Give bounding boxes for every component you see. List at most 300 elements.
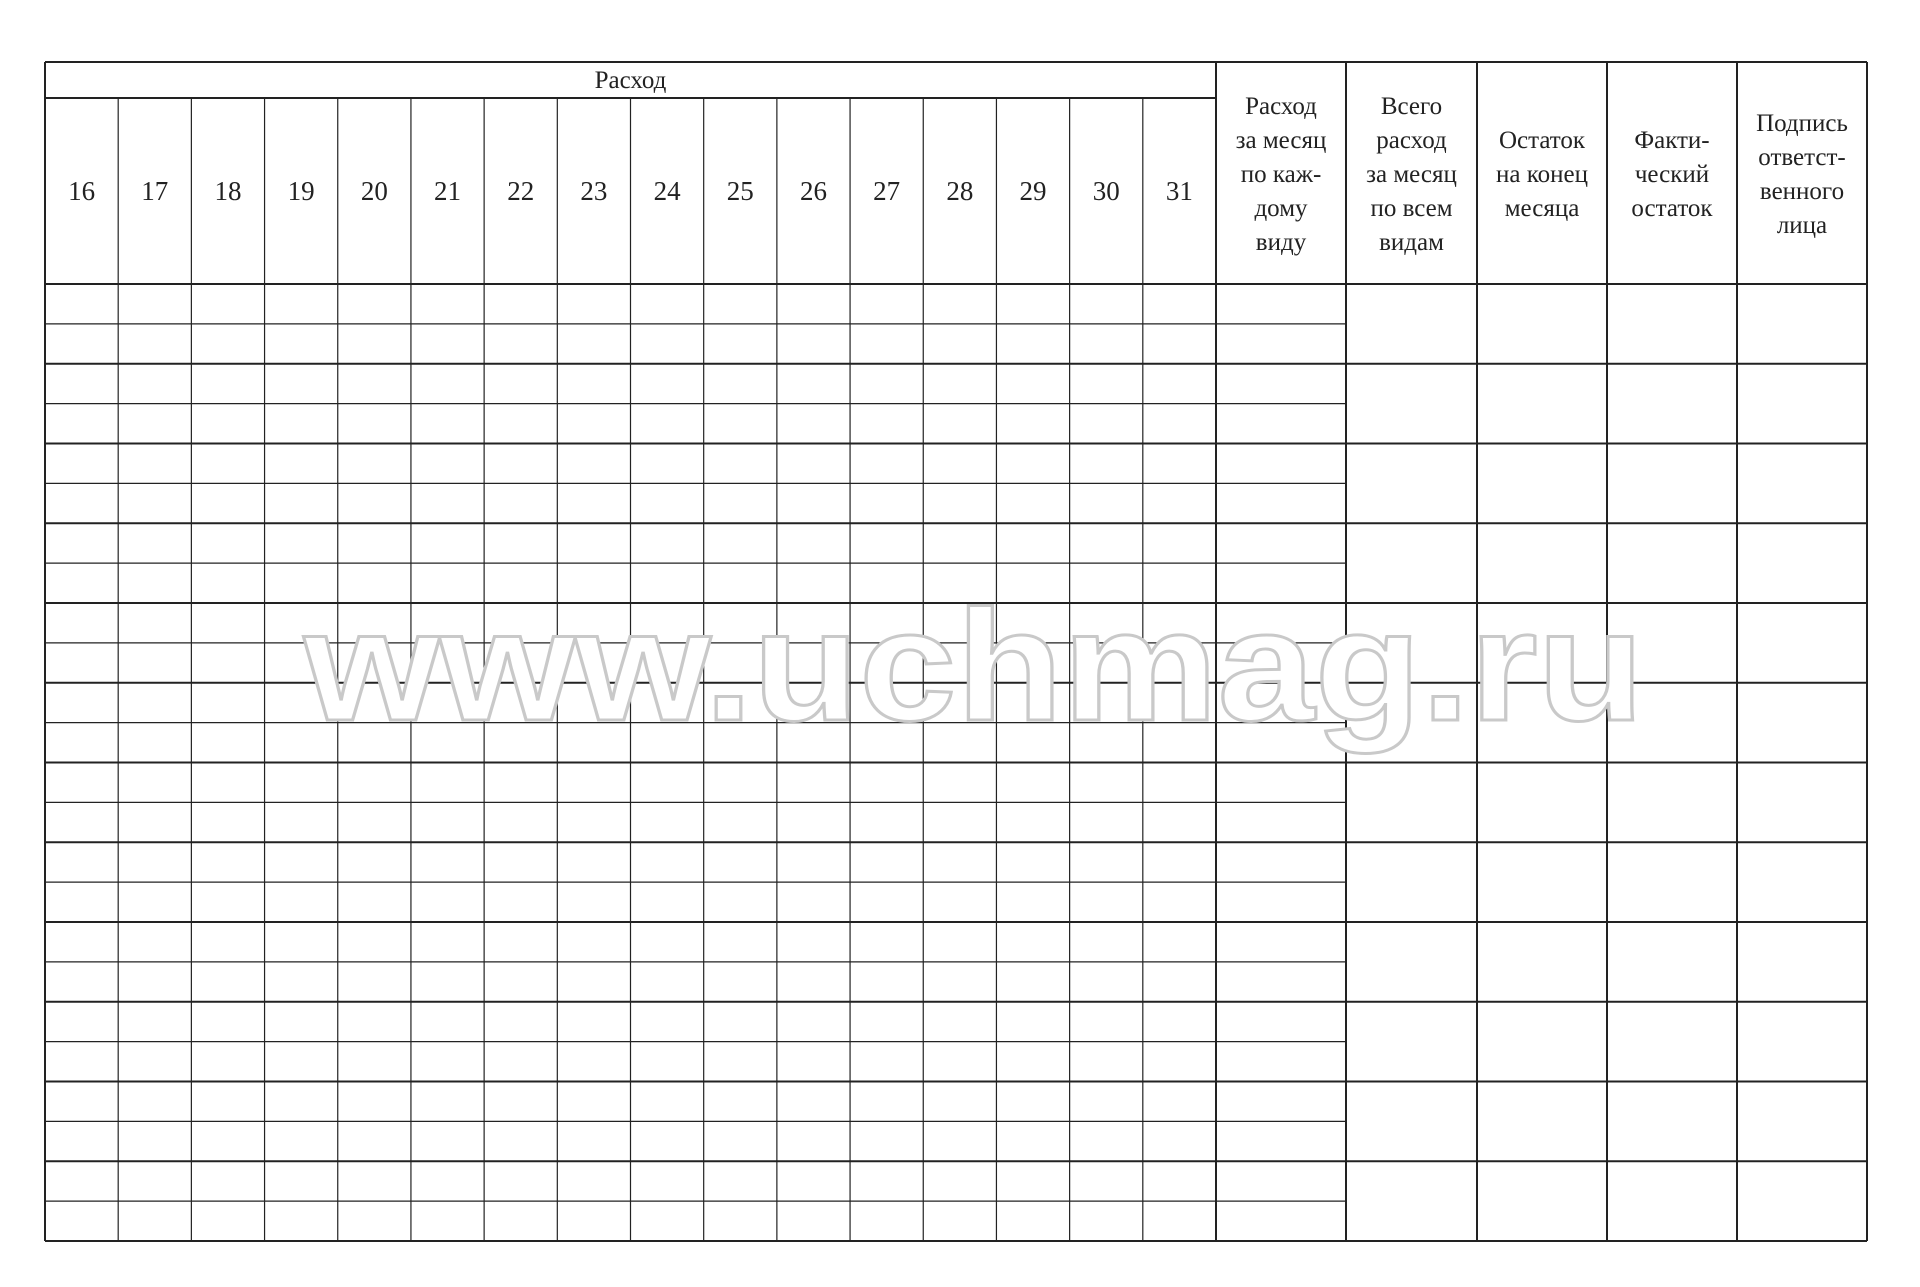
day-entry-cell[interactable]	[777, 842, 850, 882]
day-entry-cell[interactable]	[631, 1121, 704, 1161]
summary-entry-cell-signature[interactable]	[1737, 763, 1867, 843]
day-entry-cell[interactable]	[1070, 1042, 1143, 1082]
day-entry-cell[interactable]	[704, 842, 777, 882]
day-entry-cell[interactable]	[704, 483, 777, 523]
day-entry-cell[interactable]	[923, 1042, 996, 1082]
day-entry-cell[interactable]	[704, 444, 777, 484]
month-per-type-cell[interactable]	[1216, 483, 1346, 523]
day-entry-cell[interactable]	[265, 284, 338, 324]
day-entry-cell[interactable]	[777, 364, 850, 404]
month-per-type-cell[interactable]	[1216, 284, 1346, 324]
day-entry-cell[interactable]	[557, 882, 630, 922]
summary-entry-cell-signature[interactable]	[1737, 603, 1867, 683]
day-entry-cell[interactable]	[45, 683, 118, 723]
day-entry-cell[interactable]	[484, 1161, 557, 1201]
day-entry-cell[interactable]	[411, 1201, 484, 1241]
day-entry-cell[interactable]	[631, 1201, 704, 1241]
day-entry-cell[interactable]	[118, 1082, 191, 1122]
day-entry-cell[interactable]	[704, 523, 777, 563]
day-entry-cell[interactable]	[411, 882, 484, 922]
day-entry-cell[interactable]	[631, 523, 704, 563]
day-entry-cell[interactable]	[118, 802, 191, 842]
day-entry-cell[interactable]	[1143, 802, 1216, 842]
day-entry-cell[interactable]	[777, 1002, 850, 1042]
day-entry-cell[interactable]	[118, 723, 191, 763]
day-entry-cell[interactable]	[411, 1121, 484, 1161]
day-entry-cell[interactable]	[411, 1042, 484, 1082]
day-entry-cell[interactable]	[45, 1121, 118, 1161]
day-entry-cell[interactable]	[118, 284, 191, 324]
day-entry-cell[interactable]	[411, 802, 484, 842]
summary-entry-cell-month_all_types[interactable]	[1346, 1002, 1477, 1082]
day-entry-cell[interactable]	[265, 922, 338, 962]
month-per-type-cell[interactable]	[1216, 763, 1346, 803]
day-entry-cell[interactable]	[45, 802, 118, 842]
summary-entry-cell-signature[interactable]	[1737, 364, 1867, 444]
day-entry-cell[interactable]	[996, 284, 1069, 324]
day-entry-cell[interactable]	[996, 842, 1069, 882]
day-entry-cell[interactable]	[265, 1042, 338, 1082]
day-entry-cell[interactable]	[923, 962, 996, 1002]
month-per-type-cell[interactable]	[1216, 842, 1346, 882]
day-entry-cell[interactable]	[118, 404, 191, 444]
day-entry-cell[interactable]	[923, 842, 996, 882]
day-entry-cell[interactable]	[191, 324, 264, 364]
day-entry-cell[interactable]	[118, 1042, 191, 1082]
day-entry-cell[interactable]	[777, 882, 850, 922]
day-entry-cell[interactable]	[338, 1161, 411, 1201]
day-entry-cell[interactable]	[996, 1042, 1069, 1082]
day-entry-cell[interactable]	[557, 1002, 630, 1042]
day-entry-cell[interactable]	[45, 962, 118, 1002]
day-entry-cell[interactable]	[777, 1201, 850, 1241]
month-per-type-cell[interactable]	[1216, 1042, 1346, 1082]
day-entry-cell[interactable]	[631, 922, 704, 962]
day-entry-cell[interactable]	[777, 802, 850, 842]
day-entry-cell[interactable]	[1070, 404, 1143, 444]
day-entry-cell[interactable]	[704, 1002, 777, 1042]
day-entry-cell[interactable]	[45, 563, 118, 603]
day-entry-cell[interactable]	[1070, 882, 1143, 922]
day-entry-cell[interactable]	[850, 1002, 923, 1042]
day-entry-cell[interactable]	[191, 763, 264, 803]
day-entry-cell[interactable]	[338, 1121, 411, 1161]
day-entry-cell[interactable]	[704, 1201, 777, 1241]
day-entry-cell[interactable]	[484, 1082, 557, 1122]
day-entry-cell[interactable]	[338, 1002, 411, 1042]
day-entry-cell[interactable]	[631, 962, 704, 1002]
day-entry-cell[interactable]	[411, 523, 484, 563]
day-entry-cell[interactable]	[1143, 842, 1216, 882]
day-entry-cell[interactable]	[45, 1201, 118, 1241]
day-entry-cell[interactable]	[557, 1201, 630, 1241]
day-entry-cell[interactable]	[557, 1121, 630, 1161]
day-entry-cell[interactable]	[850, 284, 923, 324]
day-entry-cell[interactable]	[338, 404, 411, 444]
day-entry-cell[interactable]	[191, 603, 264, 643]
day-entry-cell[interactable]	[1070, 1002, 1143, 1042]
day-entry-cell[interactable]	[777, 324, 850, 364]
day-entry-cell[interactable]	[265, 444, 338, 484]
day-entry-cell[interactable]	[484, 324, 557, 364]
day-entry-cell[interactable]	[1143, 1002, 1216, 1042]
day-entry-cell[interactable]	[923, 1002, 996, 1042]
day-entry-cell[interactable]	[411, 763, 484, 803]
day-entry-cell[interactable]	[191, 444, 264, 484]
day-entry-cell[interactable]	[484, 364, 557, 404]
day-entry-cell[interactable]	[191, 1121, 264, 1161]
day-entry-cell[interactable]	[191, 483, 264, 523]
day-entry-cell[interactable]	[850, 324, 923, 364]
summary-entry-cell-month_all_types[interactable]	[1346, 444, 1477, 524]
summary-entry-cell-actual_balance[interactable]	[1607, 763, 1737, 843]
day-entry-cell[interactable]	[1070, 284, 1143, 324]
day-entry-cell[interactable]	[557, 324, 630, 364]
day-entry-cell[interactable]	[557, 802, 630, 842]
day-entry-cell[interactable]	[338, 444, 411, 484]
day-entry-cell[interactable]	[923, 1201, 996, 1241]
day-entry-cell[interactable]	[777, 922, 850, 962]
month-per-type-cell[interactable]	[1216, 1201, 1346, 1241]
day-entry-cell[interactable]	[191, 882, 264, 922]
day-entry-cell[interactable]	[1070, 444, 1143, 484]
day-entry-cell[interactable]	[265, 364, 338, 404]
day-entry-cell[interactable]	[1143, 1161, 1216, 1201]
day-entry-cell[interactable]	[338, 962, 411, 1002]
day-entry-cell[interactable]	[996, 922, 1069, 962]
day-entry-cell[interactable]	[191, 523, 264, 563]
day-entry-cell[interactable]	[484, 523, 557, 563]
day-entry-cell[interactable]	[1070, 763, 1143, 803]
month-per-type-cell[interactable]	[1216, 882, 1346, 922]
day-entry-cell[interactable]	[1143, 404, 1216, 444]
day-entry-cell[interactable]	[338, 1082, 411, 1122]
day-entry-cell[interactable]	[704, 1042, 777, 1082]
day-entry-cell[interactable]	[265, 404, 338, 444]
day-entry-cell[interactable]	[631, 1082, 704, 1122]
day-entry-cell[interactable]	[338, 364, 411, 404]
day-entry-cell[interactable]	[118, 763, 191, 803]
day-entry-cell[interactable]	[996, 523, 1069, 563]
summary-entry-cell-signature[interactable]	[1737, 922, 1867, 1002]
day-entry-cell[interactable]	[1070, 802, 1143, 842]
day-entry-cell[interactable]	[704, 364, 777, 404]
day-entry-cell[interactable]	[557, 922, 630, 962]
day-entry-cell[interactable]	[1070, 1082, 1143, 1122]
day-entry-cell[interactable]	[118, 603, 191, 643]
day-entry-cell[interactable]	[411, 1002, 484, 1042]
day-entry-cell[interactable]	[1070, 1201, 1143, 1241]
day-entry-cell[interactable]	[338, 523, 411, 563]
day-entry-cell[interactable]	[411, 1161, 484, 1201]
day-entry-cell[interactable]	[191, 1082, 264, 1122]
day-entry-cell[interactable]	[850, 1042, 923, 1082]
summary-entry-cell-signature[interactable]	[1737, 1082, 1867, 1162]
day-entry-cell[interactable]	[777, 1042, 850, 1082]
day-entry-cell[interactable]	[118, 444, 191, 484]
day-entry-cell[interactable]	[411, 962, 484, 1002]
day-entry-cell[interactable]	[996, 1002, 1069, 1042]
day-entry-cell[interactable]	[265, 523, 338, 563]
day-entry-cell[interactable]	[557, 1042, 630, 1082]
summary-entry-cell-balance_end[interactable]	[1477, 1002, 1607, 1082]
day-entry-cell[interactable]	[118, 364, 191, 404]
summary-entry-cell-actual_balance[interactable]	[1607, 1082, 1737, 1162]
day-entry-cell[interactable]	[777, 404, 850, 444]
day-entry-cell[interactable]	[118, 324, 191, 364]
day-entry-cell[interactable]	[45, 324, 118, 364]
day-entry-cell[interactable]	[338, 483, 411, 523]
summary-entry-cell-signature[interactable]	[1737, 284, 1867, 364]
day-entry-cell[interactable]	[557, 1082, 630, 1122]
summary-entry-cell-signature[interactable]	[1737, 523, 1867, 603]
day-entry-cell[interactable]	[557, 284, 630, 324]
day-entry-cell[interactable]	[631, 763, 704, 803]
day-entry-cell[interactable]	[850, 1121, 923, 1161]
day-entry-cell[interactable]	[118, 523, 191, 563]
day-entry-cell[interactable]	[265, 763, 338, 803]
day-entry-cell[interactable]	[265, 1002, 338, 1042]
day-entry-cell[interactable]	[45, 1082, 118, 1122]
day-entry-cell[interactable]	[923, 284, 996, 324]
day-entry-cell[interactable]	[45, 364, 118, 404]
day-entry-cell[interactable]	[996, 404, 1069, 444]
day-entry-cell[interactable]	[704, 802, 777, 842]
day-entry-cell[interactable]	[191, 643, 264, 683]
day-entry-cell[interactable]	[704, 763, 777, 803]
month-per-type-cell[interactable]	[1216, 523, 1346, 563]
day-entry-cell[interactable]	[923, 1121, 996, 1161]
summary-entry-cell-balance_end[interactable]	[1477, 444, 1607, 524]
month-per-type-cell[interactable]	[1216, 1082, 1346, 1122]
month-per-type-cell[interactable]	[1216, 404, 1346, 444]
summary-entry-cell-actual_balance[interactable]	[1607, 364, 1737, 444]
day-entry-cell[interactable]	[411, 324, 484, 364]
day-entry-cell[interactable]	[777, 523, 850, 563]
day-entry-cell[interactable]	[631, 364, 704, 404]
day-entry-cell[interactable]	[557, 1161, 630, 1201]
day-entry-cell[interactable]	[484, 763, 557, 803]
day-entry-cell[interactable]	[118, 882, 191, 922]
day-entry-cell[interactable]	[704, 1121, 777, 1161]
month-per-type-cell[interactable]	[1216, 364, 1346, 404]
day-entry-cell[interactable]	[631, 802, 704, 842]
summary-entry-cell-month_all_types[interactable]	[1346, 922, 1477, 1002]
summary-entry-cell-signature[interactable]	[1737, 1161, 1867, 1241]
summary-entry-cell-month_all_types[interactable]	[1346, 842, 1477, 922]
day-entry-cell[interactable]	[338, 324, 411, 364]
day-entry-cell[interactable]	[704, 324, 777, 364]
day-entry-cell[interactable]	[118, 1002, 191, 1042]
day-entry-cell[interactable]	[850, 483, 923, 523]
day-entry-cell[interactable]	[1143, 444, 1216, 484]
day-entry-cell[interactable]	[191, 284, 264, 324]
day-entry-cell[interactable]	[265, 1161, 338, 1201]
day-entry-cell[interactable]	[484, 842, 557, 882]
day-entry-cell[interactable]	[191, 1042, 264, 1082]
day-entry-cell[interactable]	[1143, 284, 1216, 324]
day-entry-cell[interactable]	[923, 1082, 996, 1122]
day-entry-cell[interactable]	[704, 1082, 777, 1122]
day-entry-cell[interactable]	[411, 444, 484, 484]
day-entry-cell[interactable]	[996, 483, 1069, 523]
month-per-type-cell[interactable]	[1216, 324, 1346, 364]
day-entry-cell[interactable]	[484, 444, 557, 484]
day-entry-cell[interactable]	[777, 763, 850, 803]
day-entry-cell[interactable]	[557, 404, 630, 444]
day-entry-cell[interactable]	[704, 404, 777, 444]
day-entry-cell[interactable]	[191, 842, 264, 882]
summary-entry-cell-actual_balance[interactable]	[1607, 922, 1737, 1002]
day-entry-cell[interactable]	[45, 763, 118, 803]
day-entry-cell[interactable]	[484, 1201, 557, 1241]
day-entry-cell[interactable]	[631, 284, 704, 324]
day-entry-cell[interactable]	[850, 444, 923, 484]
day-entry-cell[interactable]	[265, 802, 338, 842]
day-entry-cell[interactable]	[777, 1121, 850, 1161]
day-entry-cell[interactable]	[118, 563, 191, 603]
day-entry-cell[interactable]	[1070, 523, 1143, 563]
day-entry-cell[interactable]	[557, 523, 630, 563]
day-entry-cell[interactable]	[484, 404, 557, 444]
day-entry-cell[interactable]	[631, 483, 704, 523]
summary-entry-cell-balance_end[interactable]	[1477, 763, 1607, 843]
day-entry-cell[interactable]	[704, 882, 777, 922]
summary-entry-cell-balance_end[interactable]	[1477, 842, 1607, 922]
day-entry-cell[interactable]	[484, 284, 557, 324]
day-entry-cell[interactable]	[191, 802, 264, 842]
day-entry-cell[interactable]	[191, 922, 264, 962]
day-entry-cell[interactable]	[338, 284, 411, 324]
day-entry-cell[interactable]	[1143, 324, 1216, 364]
day-entry-cell[interactable]	[996, 1161, 1069, 1201]
month-per-type-cell[interactable]	[1216, 922, 1346, 962]
day-entry-cell[interactable]	[191, 1002, 264, 1042]
day-entry-cell[interactable]	[777, 1161, 850, 1201]
day-entry-cell[interactable]	[118, 683, 191, 723]
day-entry-cell[interactable]	[45, 723, 118, 763]
day-entry-cell[interactable]	[1143, 483, 1216, 523]
day-entry-cell[interactable]	[850, 523, 923, 563]
summary-entry-cell-actual_balance[interactable]	[1607, 284, 1737, 364]
day-entry-cell[interactable]	[1070, 324, 1143, 364]
day-entry-cell[interactable]	[45, 643, 118, 683]
month-per-type-cell[interactable]	[1216, 1161, 1346, 1201]
summary-entry-cell-signature[interactable]	[1737, 444, 1867, 524]
day-entry-cell[interactable]	[45, 1042, 118, 1082]
day-entry-cell[interactable]	[484, 1002, 557, 1042]
day-entry-cell[interactable]	[996, 1201, 1069, 1241]
day-entry-cell[interactable]	[631, 404, 704, 444]
day-entry-cell[interactable]	[923, 324, 996, 364]
day-entry-cell[interactable]	[557, 763, 630, 803]
day-entry-cell[interactable]	[923, 882, 996, 922]
day-entry-cell[interactable]	[191, 962, 264, 1002]
day-entry-cell[interactable]	[265, 1121, 338, 1161]
day-entry-cell[interactable]	[45, 1002, 118, 1042]
day-entry-cell[interactable]	[704, 962, 777, 1002]
summary-entry-cell-signature[interactable]	[1737, 1002, 1867, 1082]
day-entry-cell[interactable]	[191, 683, 264, 723]
day-entry-cell[interactable]	[704, 1161, 777, 1201]
day-entry-cell[interactable]	[704, 284, 777, 324]
day-entry-cell[interactable]	[265, 882, 338, 922]
day-entry-cell[interactable]	[631, 1161, 704, 1201]
day-entry-cell[interactable]	[777, 962, 850, 1002]
month-per-type-cell[interactable]	[1216, 962, 1346, 1002]
day-entry-cell[interactable]	[45, 523, 118, 563]
day-entry-cell[interactable]	[557, 444, 630, 484]
day-entry-cell[interactable]	[923, 444, 996, 484]
summary-entry-cell-month_all_types[interactable]	[1346, 763, 1477, 843]
day-entry-cell[interactable]	[850, 842, 923, 882]
day-entry-cell[interactable]	[338, 882, 411, 922]
day-entry-cell[interactable]	[265, 962, 338, 1002]
day-entry-cell[interactable]	[996, 802, 1069, 842]
day-entry-cell[interactable]	[118, 1201, 191, 1241]
day-entry-cell[interactable]	[1143, 922, 1216, 962]
day-entry-cell[interactable]	[191, 563, 264, 603]
day-entry-cell[interactable]	[923, 404, 996, 444]
day-entry-cell[interactable]	[45, 922, 118, 962]
day-entry-cell[interactable]	[484, 802, 557, 842]
summary-entry-cell-balance_end[interactable]	[1477, 1082, 1607, 1162]
day-entry-cell[interactable]	[850, 882, 923, 922]
day-entry-cell[interactable]	[45, 603, 118, 643]
summary-entry-cell-signature[interactable]	[1737, 842, 1867, 922]
summary-entry-cell-signature[interactable]	[1737, 683, 1867, 763]
day-entry-cell[interactable]	[923, 483, 996, 523]
day-entry-cell[interactable]	[484, 1121, 557, 1161]
day-entry-cell[interactable]	[484, 483, 557, 523]
day-entry-cell[interactable]	[850, 1082, 923, 1122]
day-entry-cell[interactable]	[411, 1082, 484, 1122]
day-entry-cell[interactable]	[1070, 1161, 1143, 1201]
summary-entry-cell-actual_balance[interactable]	[1607, 842, 1737, 922]
day-entry-cell[interactable]	[1143, 1042, 1216, 1082]
day-entry-cell[interactable]	[704, 922, 777, 962]
day-entry-cell[interactable]	[1143, 962, 1216, 1002]
day-entry-cell[interactable]	[191, 723, 264, 763]
day-entry-cell[interactable]	[338, 763, 411, 803]
day-entry-cell[interactable]	[557, 962, 630, 1002]
day-entry-cell[interactable]	[338, 1201, 411, 1241]
day-entry-cell[interactable]	[996, 962, 1069, 1002]
day-entry-cell[interactable]	[850, 962, 923, 1002]
summary-entry-cell-balance_end[interactable]	[1477, 284, 1607, 364]
day-entry-cell[interactable]	[777, 444, 850, 484]
day-entry-cell[interactable]	[411, 922, 484, 962]
day-entry-cell[interactable]	[265, 1082, 338, 1122]
summary-entry-cell-balance_end[interactable]	[1477, 922, 1607, 1002]
day-entry-cell[interactable]	[118, 962, 191, 1002]
day-entry-cell[interactable]	[1070, 1121, 1143, 1161]
day-entry-cell[interactable]	[118, 643, 191, 683]
day-entry-cell[interactable]	[557, 842, 630, 882]
day-entry-cell[interactable]	[191, 1161, 264, 1201]
day-entry-cell[interactable]	[118, 1161, 191, 1201]
day-entry-cell[interactable]	[338, 1042, 411, 1082]
day-entry-cell[interactable]	[1070, 922, 1143, 962]
day-entry-cell[interactable]	[557, 364, 630, 404]
day-entry-cell[interactable]	[45, 1161, 118, 1201]
day-entry-cell[interactable]	[1143, 1201, 1216, 1241]
day-entry-cell[interactable]	[923, 763, 996, 803]
day-entry-cell[interactable]	[411, 284, 484, 324]
day-entry-cell[interactable]	[850, 1161, 923, 1201]
summary-entry-cell-month_all_types[interactable]	[1346, 1082, 1477, 1162]
day-entry-cell[interactable]	[1070, 483, 1143, 523]
